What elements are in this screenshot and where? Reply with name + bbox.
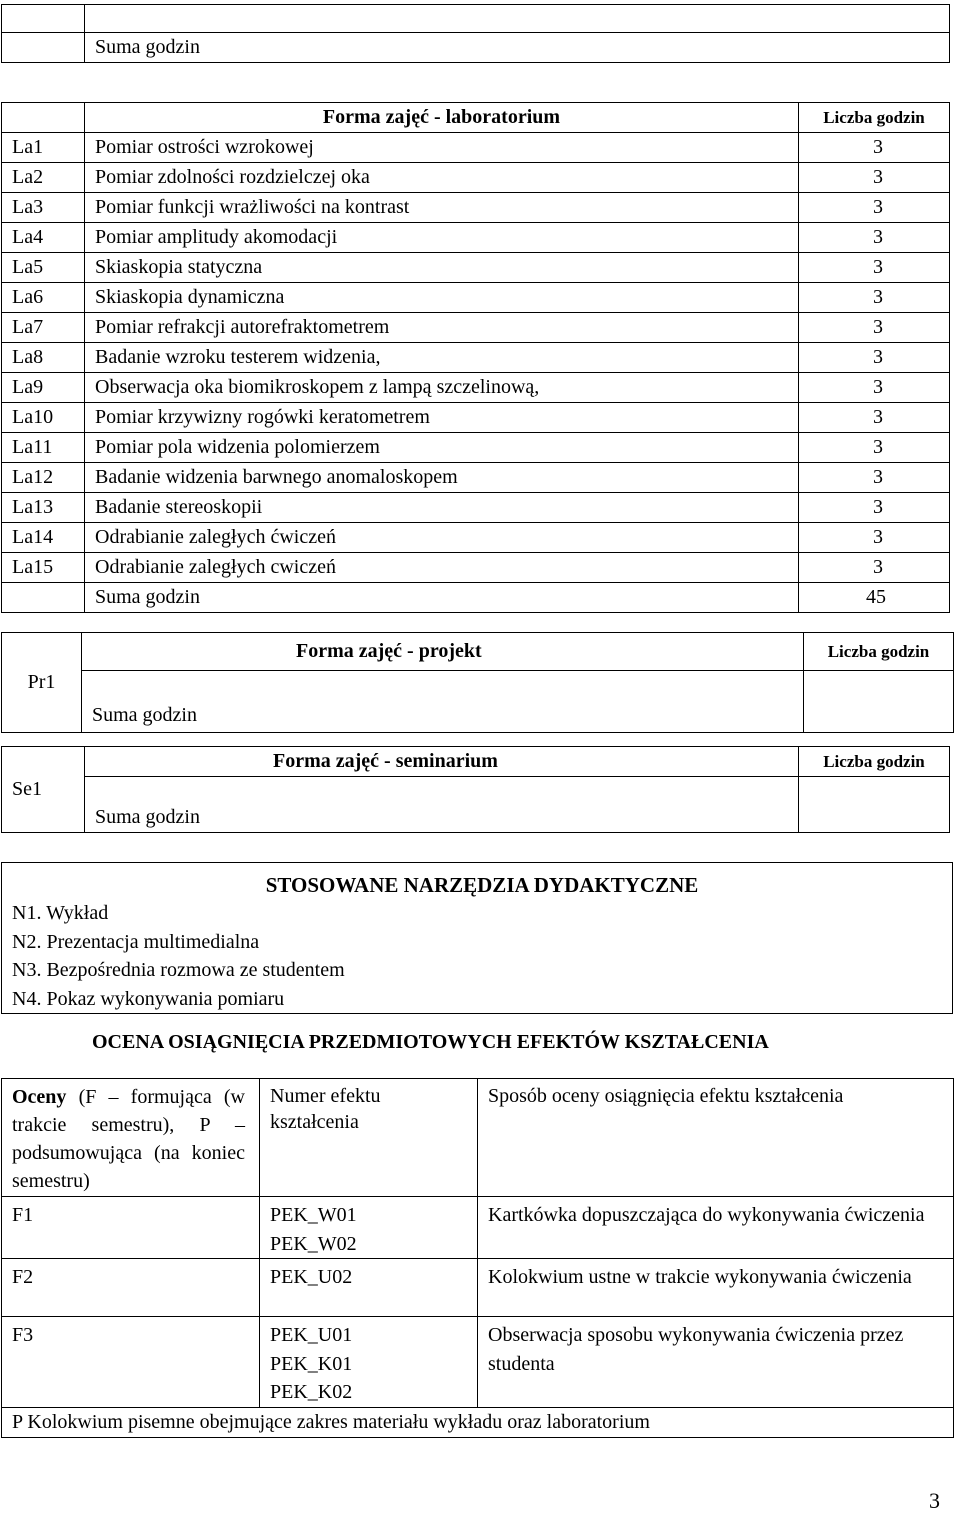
lab-hours: 3 (799, 493, 950, 523)
grades-header (2, 1079, 260, 1197)
lab-hours-header: Liczba godzin (799, 103, 950, 133)
top-cell (2, 33, 85, 63)
lab-hours: 3 (799, 283, 950, 313)
assessment-row (2, 1317, 954, 1408)
lab-code: La6 (2, 283, 85, 313)
lab-code: La8 (2, 343, 85, 373)
lab-hours: 3 (799, 373, 950, 403)
lab-row (2, 493, 950, 523)
project-table (1, 632, 954, 733)
lab-hours: 3 (799, 523, 950, 553)
project-title: Forma zajęć - projekt (82, 633, 804, 671)
assessment-method: Kartkówka dopuszczająca do wykonywania ćwiczenia (478, 1197, 954, 1259)
lab-topic: Badanie widzenia barwnego anomaloskopem (85, 463, 799, 493)
lab-code: La1 (2, 133, 85, 163)
lab-title: Forma zajęć - laboratorium (85, 103, 799, 133)
effects-header: Numer efektu kształcenia (260, 1079, 478, 1197)
lab-topic: Badanie wzroku testerem widzenia, (85, 343, 799, 373)
lab-header-blank (2, 103, 85, 133)
assessment-method: Obserwacja sposobu wykonywania ćwiczenia przez studenta (478, 1317, 954, 1408)
lab-row (2, 133, 950, 163)
lab-topic: Pomiar ostrości wzrokowej (85, 133, 799, 163)
lab-topic: Skiaskopia statyczna (85, 253, 799, 283)
lab-hours: 3 (799, 163, 950, 193)
lab-row (2, 253, 950, 283)
lab-code: La10 (2, 403, 85, 433)
lab-row (2, 163, 950, 193)
top-cell (85, 5, 950, 33)
tool-item: N4. Pokaz wykonywania pomiaru (12, 987, 285, 1010)
lab-code: La7 (2, 313, 85, 343)
lab-topic: Skiaskopia dynamiczna (85, 283, 799, 313)
method-header: Sposób oceny osiągnięcia efektu kształcenia (478, 1079, 954, 1197)
lab-sum-row (2, 583, 950, 613)
top-cell (2, 5, 85, 33)
lab-hours: 3 (799, 433, 950, 463)
lab-row (2, 403, 950, 433)
lab-topic: Pomiar funkcji wrażliwości na kontrast (85, 193, 799, 223)
lab-row (2, 373, 950, 403)
lab-code: La13 (2, 493, 85, 523)
assessment-effects: PEK_U01 PEK_K01 PEK_K02 (260, 1317, 478, 1408)
seminar-hours-header: Liczba godzin (799, 747, 950, 777)
assessment-grade: F2 (2, 1259, 260, 1317)
lab-code: La4 (2, 223, 85, 253)
lab-hours: 3 (799, 343, 950, 373)
project-code: Pr1 (2, 633, 82, 733)
lab-row (2, 523, 950, 553)
project-hours-header: Liczba godzin (804, 633, 954, 671)
project-hours-value (804, 671, 954, 733)
lab-hours: 3 (799, 133, 950, 163)
tool-item: N3. Bezpośrednia rozmowa ze studentem (12, 959, 345, 981)
assessment-grade: F3 (2, 1317, 260, 1408)
assessment-row (2, 1259, 954, 1317)
tool-item: N1. Wykład (12, 902, 109, 924)
lab-topic: Badanie stereoskopii (85, 493, 799, 523)
lab-code: La9 (2, 373, 85, 403)
assessment-effects: PEK_U02 (260, 1259, 478, 1317)
assessment-grade: F1 (2, 1197, 260, 1259)
lab-hours: 3 (799, 553, 950, 583)
seminar-title: Forma zajęć - seminarium (85, 747, 799, 777)
lab-sum-blank (2, 583, 85, 613)
lab-row (2, 193, 950, 223)
assessment-final-row (2, 1407, 954, 1437)
lab-code: La15 (2, 553, 85, 583)
lab-hours: 3 (799, 313, 950, 343)
tools-box (1, 862, 953, 1014)
assessment-final: P Kolokwium pisemne obejmujące zakres materiału wykładu oraz laboratorium (2, 1407, 954, 1437)
lab-hours: 3 (799, 403, 950, 433)
lab-topic: Odrabianie zaległych ćwiczeń (85, 523, 799, 553)
lab-code: La5 (2, 253, 85, 283)
lab-topic: Obserwacja oka biomikroskopem z lampą szczelinową, (85, 373, 799, 403)
lab-sum-value: 45 (799, 583, 950, 613)
seminar-table (1, 746, 950, 833)
assessment-heading: OCENA OSIĄGNIĘCIA PRZEDMIOTOWYCH EFEKTÓW KSZTAŁCENIA (92, 1031, 769, 1053)
page-number: 3 (929, 1488, 940, 1513)
lab-row (2, 313, 950, 343)
lab-topic: Pomiar krzywizny rogówki keratometrem (85, 403, 799, 433)
assessment-row (2, 1197, 954, 1259)
seminar-code: Se1 (2, 747, 85, 833)
assessment-method: Kolokwium ustne w trakcie wykonywania ćwiczenia (478, 1259, 954, 1317)
seminar-hours-value (799, 777, 950, 833)
lab-row (2, 223, 950, 253)
lab-hours: 3 (799, 193, 950, 223)
lab-topic: Pomiar amplitudy akomodacji (85, 223, 799, 253)
lab-sum-label: Suma godzin (85, 583, 799, 613)
lab-code: La14 (2, 523, 85, 553)
lab-topic: Odrabianie zaległych cwiczeń (85, 553, 799, 583)
tools-title: STOSOWANE NARZĘDZIA DYDAKTYCZNE (265, 873, 699, 897)
lab-row (2, 343, 950, 373)
project-sum-label: Suma godzin (82, 671, 804, 733)
lab-hours: 3 (799, 253, 950, 283)
lab-row (2, 553, 950, 583)
lab-hours: 3 (799, 463, 950, 493)
grades-header-rest: (F – formująca (w trakcie semestru), P – podsumowująca (na koniec semestru) (12, 1086, 245, 1192)
lab-topic: Pomiar zdolności rozdzielczej oka (85, 163, 799, 193)
assessment-effects: PEK_W01 PEK_W02 (260, 1197, 478, 1259)
tools-list (2, 899, 952, 1013)
lab-table (1, 102, 950, 613)
assessment-table (1, 1078, 954, 1438)
top-table (1, 4, 950, 63)
lab-row (2, 463, 950, 493)
seminar-sum-label: Suma godzin (85, 777, 799, 833)
lab-code: La12 (2, 463, 85, 493)
lab-code: La11 (2, 433, 85, 463)
lab-code: La2 (2, 163, 85, 193)
lab-topic: Pomiar refrakcji autorefraktometrem (85, 313, 799, 343)
lab-code: La3 (2, 193, 85, 223)
top-sum-label: Suma godzin (85, 33, 950, 63)
lab-row (2, 283, 950, 313)
grades-header-bold: Oceny (12, 1086, 67, 1108)
lab-row (2, 433, 950, 463)
lab-hours: 3 (799, 223, 950, 253)
lab-topic: Pomiar pola widzenia polomierzem (85, 433, 799, 463)
tool-item: N2. Prezentacja multimedialna (12, 930, 260, 953)
